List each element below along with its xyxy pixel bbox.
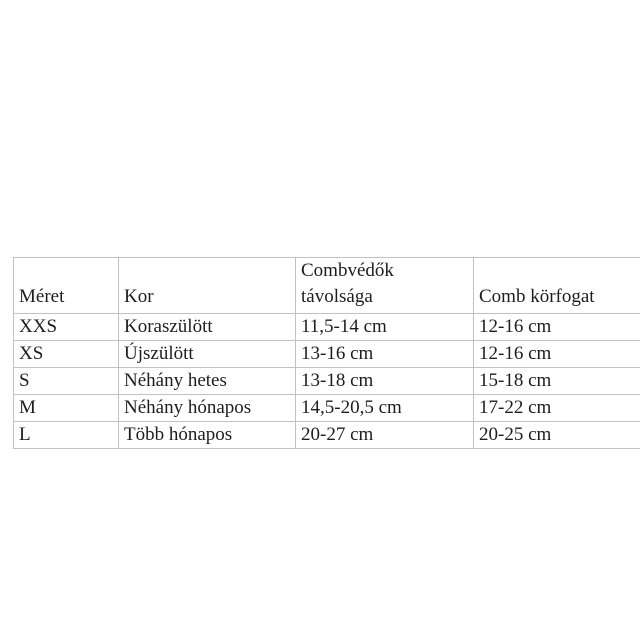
size-chart-table <box>13 257 640 449</box>
header-age: Kor <box>119 258 296 314</box>
size-chart-header-row <box>14 258 640 314</box>
cell-distance: 13-18 cm <box>296 368 474 395</box>
cell-size: XS <box>14 341 119 368</box>
cell-circumference: 20-25 cm <box>474 422 640 449</box>
header-thigh-circumference: Comb körfogat <box>474 258 640 314</box>
cell-size: L <box>14 422 119 449</box>
cell-age: Több hónapos <box>119 422 296 449</box>
table-row <box>14 395 640 422</box>
cell-circumference: 15-18 cm <box>474 368 640 395</box>
cell-size: S <box>14 368 119 395</box>
cell-size: XXS <box>14 314 119 341</box>
table-row <box>14 314 640 341</box>
cell-circumference: 12-16 cm <box>474 341 640 368</box>
table-row <box>14 368 640 395</box>
cell-age: Újszülött <box>119 341 296 368</box>
table-row <box>14 341 640 368</box>
cell-distance: 13-16 cm <box>296 341 474 368</box>
cell-distance: 11,5-14 cm <box>296 314 474 341</box>
table-row <box>14 422 640 449</box>
size-chart-container <box>13 257 640 449</box>
cell-age: Koraszülött <box>119 314 296 341</box>
header-protector-distance: Combvédők távolsága <box>296 258 474 314</box>
cell-size: M <box>14 395 119 422</box>
cell-distance: 20-27 cm <box>296 422 474 449</box>
cell-distance: 14,5-20,5 cm <box>296 395 474 422</box>
cell-age: Néhány hetes <box>119 368 296 395</box>
cell-age: Néhány hónapos <box>119 395 296 422</box>
cell-circumference: 12-16 cm <box>474 314 640 341</box>
cell-circumference: 17-22 cm <box>474 395 640 422</box>
size-chart-body <box>14 314 640 449</box>
header-size: Méret <box>14 258 119 314</box>
